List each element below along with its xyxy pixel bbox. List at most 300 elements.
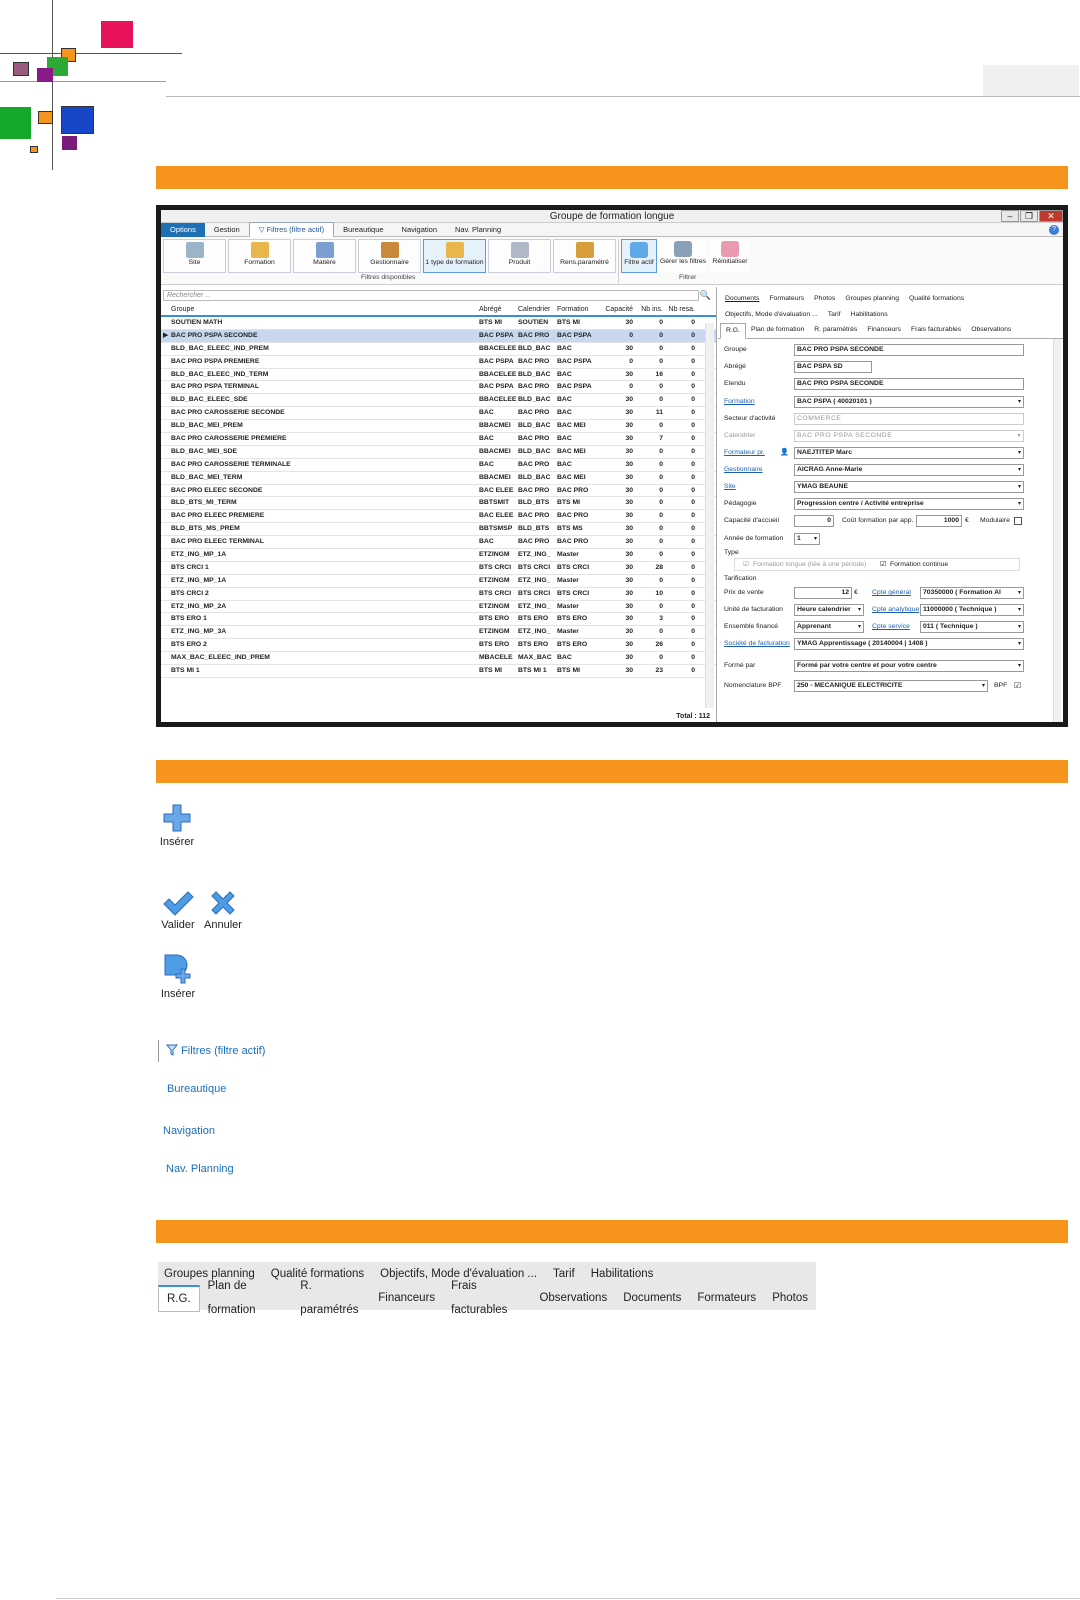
table-cell: 30 (625, 499, 633, 507)
ribbon-action-2[interactable] (710, 239, 750, 273)
abrege-field[interactable]: BAC PSPA SD (794, 361, 872, 373)
form-label: Unité de facturation (724, 606, 783, 613)
col-calendrier[interactable]: Calendrier (518, 306, 551, 313)
form-row (724, 413, 1024, 425)
table-cell: 30 (625, 667, 633, 675)
form-label[interactable]: Gestionnaire (724, 466, 763, 473)
table-cell: BTS CRCI (479, 563, 512, 571)
detail-tab-rg[interactable]: R.G. (720, 323, 746, 339)
table-cell: 0 (691, 435, 695, 443)
table-cell: BBACELEE (479, 344, 517, 352)
table-scrollbar[interactable] (705, 323, 714, 708)
table-cell: BAC MEI (557, 473, 586, 481)
table-body (161, 317, 716, 678)
logo-horizontal-line (0, 53, 182, 54)
dropdown-arrow-icon: ▾ (1017, 484, 1021, 490)
bpf-checkbox[interactable]: ☑ (1014, 681, 1022, 690)
table-cell: 0 (691, 576, 695, 584)
table-cell: 0 (691, 319, 695, 326)
ribbon-action-icon (721, 241, 739, 257)
form-label[interactable]: Formation (724, 398, 755, 405)
form-row (724, 361, 1024, 373)
ribbon-filter-1[interactable] (228, 239, 291, 273)
table-cell: BAC PSPA (479, 383, 514, 391)
menu-bar (161, 223, 1063, 237)
table-row[interactable] (161, 652, 716, 665)
table-row[interactable] (161, 356, 716, 369)
ribbon-filter-label: Gestionnaire (370, 259, 409, 266)
inserer-item[interactable] (158, 803, 196, 848)
table-cell: BAC PRO (518, 357, 550, 365)
ribbon (161, 237, 1063, 285)
bottom-tab-rg[interactable]: R. paramétrés (300, 1280, 359, 1316)
ribbon-action-0[interactable] (621, 239, 657, 273)
table-cell: BAC (557, 435, 572, 443)
logo-square-purple (37, 68, 53, 82)
table-cell: BLD_BAC_MEI_PREM (171, 422, 243, 430)
detail-tab[interactable]: Qualité formations (908, 295, 965, 302)
table-cell: BTS ERO 1 (171, 615, 207, 623)
detail-tab[interactable]: Documents (725, 295, 760, 302)
dropdown-arrow-icon: ▾ (981, 683, 985, 689)
ensemble-select[interactable]: Apprenant ▾ (794, 621, 864, 633)
table-cell: BAC (557, 654, 572, 662)
form-label: Année de formation (724, 535, 784, 542)
ribbon-action-1[interactable] (658, 239, 708, 273)
table-cell: SOUTIEN (518, 319, 549, 326)
form-label: Groupe (724, 346, 747, 353)
societe-select[interactable]: YMAG Apprentissage ( 20140004 | 1408 ) ▾ (794, 638, 1024, 650)
logo-square-pink (101, 21, 133, 48)
table-cell: 30 (625, 525, 633, 533)
table-cell: BTS CRCI (518, 589, 551, 597)
ribbon-action-label: Réinitialiser (712, 258, 748, 265)
section-bar-2 (156, 760, 1068, 783)
table-cell: Master (557, 576, 579, 584)
ribbon-filter-icon (186, 242, 204, 258)
formateur-select[interactable]: NAEJTITEP Marc ▾ (794, 447, 1024, 459)
bottom-tab[interactable]: Groupes planning (164, 1268, 255, 1280)
table-cell: ETZ_ING_ (518, 602, 551, 610)
bottom-tab-rg[interactable]: Photos (772, 1292, 808, 1304)
detail-tab[interactable]: Photos (814, 295, 836, 302)
table-cell: BAC (557, 396, 572, 404)
table-cell: 30 (625, 344, 633, 352)
ribbon-filter-icon (446, 242, 464, 258)
close-icon[interactable]: ✕ (1039, 210, 1063, 222)
table-cell: 0 (659, 383, 663, 391)
unite-select[interactable]: Heure calendrier ▾ (794, 604, 864, 616)
detail-tab[interactable]: Objectifs, Mode d'évaluation ... (725, 311, 818, 318)
cpte-analytique-select[interactable]: 11000000 ( Technique ) ▾ (920, 604, 1024, 616)
table-cell: BLD_BAC_ELEEC_IND_PREM (171, 344, 269, 352)
ribbon-action-caption: Filtrer (679, 274, 697, 281)
table-cell: BLD_BAC (518, 396, 551, 404)
cross-icon (209, 890, 237, 916)
detail-tab[interactable]: Groupes planning (845, 295, 899, 302)
tab-nav-planning[interactable]: Nav. Planning (166, 1163, 234, 1175)
form-row (724, 587, 1024, 599)
table-cell: 30 (625, 435, 633, 443)
minimize-icon[interactable]: – (1001, 210, 1019, 222)
col-groupe[interactable]: Groupe (171, 306, 195, 313)
table-cell: 30 (625, 551, 633, 559)
table-cell: BAC PRO (518, 486, 550, 494)
col-capacite[interactable]: Capacité (605, 306, 633, 313)
annuler-label: Annuler (204, 919, 242, 931)
bottom-tabs (158, 1262, 816, 1316)
type-continue-checkbox[interactable]: ☑ (880, 561, 887, 568)
table-cell: BAC PRO CAROSSERIE PREMIERE (171, 435, 287, 443)
table-row[interactable] (161, 523, 716, 536)
table-row[interactable] (161, 536, 716, 549)
ribbon-action-icon (674, 241, 692, 257)
table-cell: 0 (659, 396, 663, 404)
ribbon-filter-icon (316, 242, 334, 258)
table-cell: BTS MI (479, 319, 503, 326)
help-icon[interactable]: ? (1049, 225, 1059, 235)
valider-label: Valider (161, 919, 195, 931)
ribbon-filter-icon (576, 242, 594, 258)
detail-tab-rg[interactable]: Observations (971, 326, 1012, 333)
table-row[interactable] (161, 433, 716, 446)
table-cell: 10 (655, 589, 663, 597)
formation-select[interactable]: BAC PSPA ( 40020101 ) ▾ (794, 396, 1024, 408)
table-cell: 0 (659, 422, 663, 430)
annee-select[interactable]: 1 ▾ (794, 533, 820, 545)
table-row[interactable] (161, 613, 716, 626)
forme-select[interactable]: Formé par votre centre et pour votre centre ▾ (794, 660, 1024, 672)
header-corner-box (983, 65, 1079, 96)
table-cell: SOUTIEN MATH (171, 319, 223, 326)
ribbon-filter-6[interactable] (553, 239, 616, 273)
window-title: Groupe de formation longue (549, 211, 675, 222)
table-cell: BAC PRO CAROSSERIE TERMINALE (171, 460, 291, 468)
logo-vertical-line (52, 0, 53, 170)
table-row[interactable] (161, 510, 716, 523)
form-row (724, 447, 1024, 459)
groupe-field[interactable]: BAC PRO PSPA SECONDE (794, 344, 1024, 356)
valider-item[interactable] (158, 890, 198, 931)
table-cell: BBTSMIT (479, 499, 510, 507)
modulaire-label: Modulaire (980, 517, 1010, 524)
table-row[interactable] (161, 639, 716, 652)
cpte-service-select[interactable]: 011 ( Technique ) ▾ (920, 621, 1024, 633)
checkmark-icon (162, 890, 194, 916)
table-cell: 0 (659, 486, 663, 494)
col-abrege[interactable]: Abrégé (479, 306, 502, 313)
detail-tab[interactable]: Habilitations (850, 311, 888, 318)
search-icon[interactable]: 🔍 (699, 290, 711, 300)
form-label-link[interactable]: Cpte service (872, 623, 910, 630)
calendrier-select[interactable]: BAC PRO PSPA SECONDE ▾ (794, 430, 1024, 442)
table-cell: 0 (659, 628, 663, 636)
bottom-tab-rg[interactable]: Frais facturables (451, 1280, 508, 1316)
table-cell: BTS ERO (557, 641, 588, 649)
form-label-link[interactable]: Cpte analytique (872, 606, 920, 613)
form-label-link[interactable]: Cpte général (872, 589, 911, 596)
table-cell: BAC PRO PSPA SECONDE (171, 331, 258, 339)
bottom-tab-rg[interactable]: Documents (623, 1292, 682, 1304)
table-cell: BAC PRO ELEEC TERMINAL (171, 538, 264, 546)
table-cell: BLD_BAC (518, 447, 551, 455)
table-cell: 0 (691, 396, 695, 404)
table-cell: 0 (691, 383, 695, 391)
table-cell: BAC PRO CAROSSERIE SECONDE (171, 409, 285, 417)
table-cell: 30 (625, 370, 633, 378)
table-total: Total : 112 (676, 713, 710, 720)
table-cell: BAC (557, 344, 572, 352)
logo-square-green (0, 107, 31, 139)
detail-tab-rg[interactable]: R. paramétrés (814, 326, 858, 333)
form-row (724, 378, 1024, 390)
table-cell: ETZINGM (479, 551, 510, 559)
cout-label: Coût formation par app. (842, 517, 914, 524)
nomenclature-select[interactable]: 250 - MECANIQUE ELECTRICITE ▾ (794, 680, 988, 692)
table-cell: 30 (625, 628, 633, 636)
table-row[interactable] (161, 459, 716, 472)
table-cell: 0 (659, 576, 663, 584)
table-cell: BAC PRO (518, 331, 550, 339)
tab-bureautique[interactable]: Bureautique (167, 1083, 227, 1095)
form-row (724, 396, 1024, 408)
tab-filtres-label: Filtres (filtre actif) (181, 1045, 266, 1057)
form-row (724, 604, 1024, 616)
type-box (734, 558, 1020, 571)
detail-tab-rg[interactable]: Plan de formation (750, 326, 805, 333)
table-cell: 0 (659, 319, 663, 326)
col-nb-resa[interactable]: Nb resa. (668, 306, 695, 313)
table-cell: BLD_BTS (518, 525, 550, 533)
menu-filtres-label: Filtres (filtre actif) (266, 225, 325, 234)
table-cell: ETZ_ING_MP_1A (171, 576, 227, 584)
dropdown-arrow-icon: ▾ (1017, 607, 1021, 613)
table-cell: BTS MI 1 (171, 667, 200, 675)
menu-filtres[interactable]: ▽ Filtres (filtre actif) (249, 222, 334, 237)
table-row[interactable] (161, 549, 716, 562)
menu-navigation[interactable]: Navigation (401, 224, 437, 234)
table-cell: 0 (659, 331, 663, 339)
table-cell: BLD_BAC (518, 473, 551, 481)
type-continue-label: Formation continue (890, 561, 949, 568)
table-cell: BBACMEI (479, 422, 511, 430)
table-row[interactable] (161, 472, 716, 485)
type-label: Type (724, 549, 739, 556)
tab-filtres[interactable] (166, 1044, 265, 1057)
ribbon-action-label: Filtre actif (624, 259, 654, 266)
table-cell: 0 (659, 357, 663, 365)
dropdown-arrow-icon: ▾ (1017, 663, 1021, 669)
table-cell: BLD_BTS (518, 499, 550, 507)
inserer-label: Insérer (159, 836, 195, 848)
table-cell: 0 (659, 512, 663, 520)
table-cell: ETZ_ING_ (518, 576, 551, 584)
ribbon-filter-0[interactable] (163, 239, 226, 273)
euro-sign: € (965, 517, 969, 524)
detail-tab[interactable]: Tarif (827, 311, 841, 318)
ribbon-filter-4[interactable] (423, 239, 486, 273)
menu-options[interactable]: Options (161, 223, 205, 237)
type-longue-checkbox[interactable]: ☑ (743, 561, 750, 568)
table-cell: BAC (479, 435, 494, 443)
dropdown-arrow-icon: ▾ (1017, 624, 1021, 630)
table-cell: BAC PRO ELEEC PREMIERE (171, 512, 265, 520)
table-cell: BLD_BAC_MEI_TERM (171, 473, 243, 481)
table-cell: BAC (557, 370, 572, 378)
site-select[interactable]: YMAG BEAUNE ▾ (794, 481, 1024, 493)
form-row (724, 621, 1024, 633)
bottom-tabs-row2 (158, 1280, 816, 1316)
menu-gestion[interactable]: Gestion (213, 224, 240, 234)
table-cell: MAX_BAC_ELEEC_IND_PREM (171, 654, 270, 662)
plus-icon (162, 803, 192, 833)
table-cell: ETZINGM (479, 602, 510, 610)
table-cell: 7 (659, 435, 663, 443)
dropdown-arrow-icon: ▾ (1017, 501, 1021, 507)
cout-field[interactable]: 1000 (916, 515, 962, 527)
table-row[interactable] (161, 626, 716, 639)
bottom-tab[interactable]: Habilitations (590, 1268, 654, 1280)
table-cell: BAC PSPA (479, 357, 514, 365)
detail-tab-rg[interactable]: Frais facturables (910, 326, 962, 333)
group-list-pane (161, 287, 717, 722)
dropdown-arrow-icon: ▾ (857, 607, 861, 613)
capacite-field[interactable]: 0 (794, 515, 834, 527)
table-row[interactable] (161, 446, 716, 459)
form-label[interactable]: Site (724, 483, 736, 490)
form-label[interactable]: Formateur pr. (724, 449, 765, 456)
table-cell: BBACMEI (479, 447, 511, 455)
bottom-tab-rg[interactable]: Plan de formation (207, 1280, 256, 1316)
ribbon-filter-5[interactable] (488, 239, 551, 273)
table-cell: 0 (691, 563, 695, 571)
detail-tab-rg[interactable]: Financeurs (867, 326, 901, 333)
table-row[interactable] (161, 407, 716, 420)
table-cell: BTS MI (479, 667, 503, 675)
table-cell: BLD_BAC (518, 344, 551, 352)
table-cell: 28 (655, 563, 663, 571)
table-row[interactable] (161, 575, 716, 588)
table-cell: 0 (691, 370, 695, 378)
table-row[interactable] (161, 562, 716, 575)
ribbon-action-label: Gérer les filtres (659, 258, 707, 265)
etendu-field[interactable]: BAC PRO PSPA SECONDE (794, 378, 1024, 390)
table-cell: ETZINGM (479, 628, 510, 636)
table-cell: 0 (659, 538, 663, 546)
table-row[interactable] (161, 588, 716, 601)
table-row[interactable] (161, 394, 716, 407)
table-cell: 30 (625, 409, 633, 417)
table-cell: 30 (625, 473, 633, 481)
table-row[interactable] (161, 381, 716, 394)
menu-bureautique[interactable]: Bureautique (343, 224, 384, 234)
table-cell: BAC PRO ELEEC SECONDE (171, 486, 263, 494)
annuler-item[interactable] (203, 890, 243, 931)
ribbon-filter-2[interactable] (293, 239, 356, 273)
tab-navigation[interactable]: Navigation (163, 1125, 215, 1137)
table-row[interactable] (161, 369, 716, 382)
bottom-tab-rg[interactable]: Formateurs (697, 1292, 757, 1304)
table-cell: BLD_BAC_ELEEC_IND_TERM (171, 370, 269, 378)
search-input[interactable]: Rechercher ... (163, 290, 699, 301)
form-label: Etendu (724, 380, 746, 387)
cpte-general-select[interactable]: 70350000 ( Formation Al ▾ (920, 587, 1024, 599)
logo-square-orange-tiny (30, 146, 38, 153)
ribbon-filter-3[interactable] (358, 239, 421, 273)
inserer-shape-item[interactable] (158, 953, 198, 1000)
type-longue-label: Formation longue (liée à une période) (753, 561, 867, 568)
table-cell: 0 (659, 551, 663, 559)
table-cell: 23 (655, 667, 663, 675)
table-cell: BAC ELEE (479, 486, 514, 494)
form-row (724, 344, 1024, 356)
table-cell: 0 (691, 409, 695, 417)
detail-tabs-row1 (718, 287, 1063, 323)
detail-tab[interactable]: Formateurs (769, 295, 805, 302)
table-cell: Master (557, 602, 579, 610)
table-cell: BAC (557, 460, 572, 468)
form-label[interactable]: Société de facturation (724, 640, 790, 647)
restore-icon[interactable]: ❐ (1020, 210, 1038, 222)
form-scrollbar[interactable] (1053, 339, 1061, 722)
table-cell: BTS CRCI (557, 563, 590, 571)
table-row[interactable] (161, 317, 716, 330)
col-formation[interactable]: Formation (557, 306, 589, 313)
table-row[interactable] (161, 497, 716, 510)
euro-sign: € (854, 589, 858, 596)
table-cell: BTS MS (557, 525, 583, 533)
modulaire-checkbox[interactable] (1014, 517, 1022, 525)
table-cell: 0 (691, 589, 695, 597)
form-row (724, 638, 1024, 650)
prix-field[interactable]: 12 (794, 587, 852, 599)
table-row[interactable] (161, 420, 716, 433)
dropdown-arrow-icon: ▾ (857, 624, 861, 630)
table-row[interactable] (161, 665, 716, 678)
pedagogie-select[interactable]: Progression centre / Activité entreprise ▾ (794, 498, 1024, 510)
table-cell: BAC PSPA (557, 383, 592, 391)
table-cell: 0 (691, 551, 695, 559)
table-cell: BAC PRO (518, 460, 550, 468)
dropdown-arrow-icon: ▾ (1017, 399, 1021, 405)
bottom-tab[interactable]: Objectifs, Mode d'évaluation ... (380, 1268, 538, 1280)
form-label: Formé par (724, 662, 756, 669)
table-row[interactable] (161, 330, 716, 343)
table-cell: 0 (691, 538, 695, 546)
bottom-tab-rg[interactable]: Financeurs (378, 1292, 436, 1304)
bottom-tab[interactable]: Tarif (553, 1268, 575, 1280)
bottom-tab-rg[interactable]: Observations (539, 1292, 608, 1304)
section-bar-3 (156, 1220, 1068, 1243)
bottom-tab-rg[interactable]: R.G. (158, 1285, 200, 1312)
header-rule (166, 96, 1080, 97)
table-row[interactable] (161, 343, 716, 356)
form-label: Nomenclature BPF (724, 682, 782, 689)
menu-nav-planning[interactable]: Nav. Planning (455, 224, 502, 234)
table-cell: BAC MEI (557, 422, 586, 430)
table-cell: 0 (691, 499, 695, 507)
form-row (724, 660, 1024, 672)
bottom-tab[interactable]: Qualité formations (270, 1268, 365, 1280)
table-cell: BTS CRCI (479, 589, 512, 597)
col-nb-ins[interactable]: Nb ins. (641, 306, 663, 313)
table-row[interactable] (161, 485, 716, 498)
gestionnaire-select[interactable]: AICRAG Anne-Marie ▾ (794, 464, 1024, 476)
table-cell: BTS CRCI (557, 589, 590, 597)
secteur-field[interactable]: COMMERCE (794, 413, 1024, 425)
table-row[interactable] (161, 601, 716, 614)
table-cell: BTS ERO (479, 615, 510, 623)
